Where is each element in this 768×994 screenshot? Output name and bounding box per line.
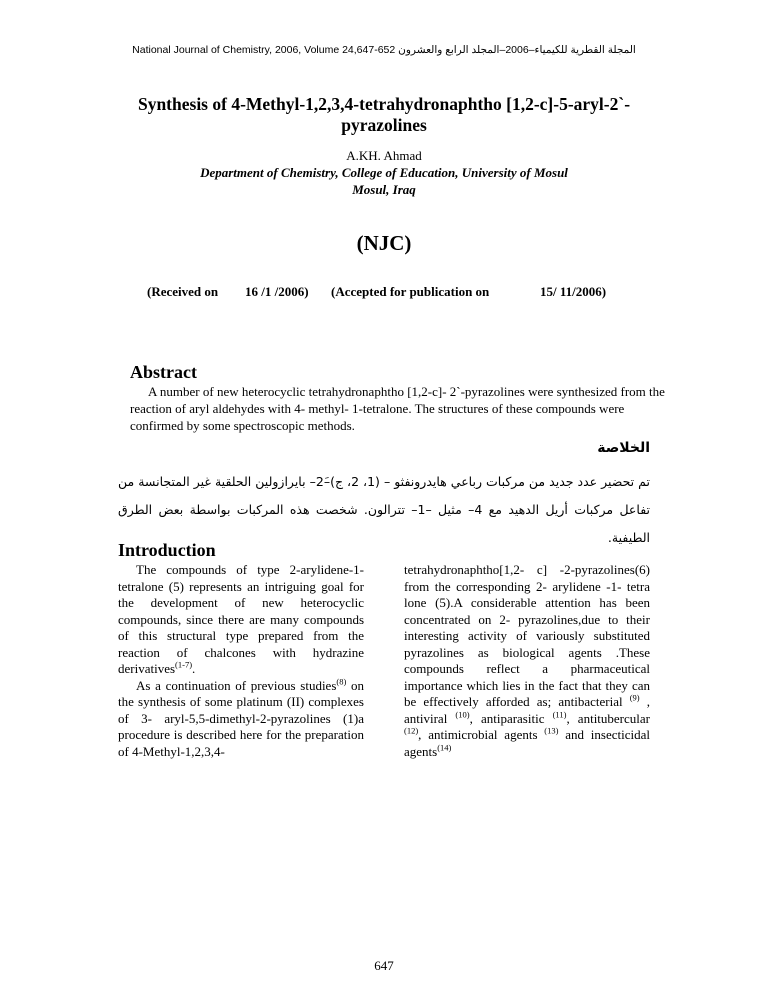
received-label: (Received on [147, 284, 219, 299]
abstract-text: A number of new heterocyclic tetrahydronaphtho [1,2-c]- 2`-pyrazolines were synthesized from the reaction of aryl aldehydes with 4- methyl- 1-tetralone. The structures of these compounds were confirmed by some spectroscopic methods. [130, 384, 665, 433]
intro-paragraph-2 [118, 678, 364, 761]
introduction-right-column [404, 562, 650, 760]
paper-title: Synthesis of 4-Methyl-1,2,3,4-tetrahydronaphtho [1,2-c]-5-aryl-2`-pyrazolines [137, 94, 631, 135]
intro-p1-text: The compounds of type 2-arylidene-1-tetralone (5) represents an intriguing goal for the development of new heterocyclic compounds, since there are many compounds of this structural type prepared from the reaction of chalcones with hydrazine derivatives [118, 562, 364, 676]
introduction-left-column [118, 562, 364, 760]
page-number: 647 [374, 958, 394, 973]
intro-p3-text-b: , antiviral [404, 694, 650, 726]
affiliation-line-1: Department of Chemistry, College of Education, University of Mosul [200, 165, 568, 180]
intro-p2-text-b: on the synthesis of some platinum (II) complexes of 3- aryl-5,5-dimethyl-2-pyrazolines (1)a procedure is described here for the preparation of 4-Methyl-1,2,3,4- [118, 677, 365, 759]
journal-abbrev: (NJC) [356, 231, 412, 255]
intro-p3-text-f: and insecticidal agents [404, 727, 650, 759]
arabic-abstract-heading: الخلاصة [597, 440, 650, 456]
intro-paragraph-3 [404, 562, 650, 760]
intro-p2-text-a: As a continuation of previous studies [136, 677, 337, 693]
citation: (8) [336, 676, 347, 687]
author-name: A.KH. Ahmad [346, 148, 422, 163]
citation: (11) [552, 709, 567, 720]
intro-p3-text-a: tetrahydronaphtho[1,2- c] -2-pyrazolines(6) from the corresponding 2- arylidene -1- tetra lone (5).A considerable attention has been concentrated on 2- pyrazolines,due to their interesting activity of variously substituted pyrazolines as biological agents .These compounds reflect a pharmaceutical importance which lies in the fact that they can be effectively afforded as; antibacterial [404, 562, 650, 709]
citation: (13) [544, 725, 559, 736]
intro-p3-text-e: , antimicrobial agents [418, 727, 545, 742]
citation: (14) [437, 742, 452, 753]
intro-p3-text-c: , antiparasitic [469, 710, 553, 726]
accepted-date: 15/ 11/2006) [540, 284, 607, 299]
affiliation-line-2: Mosul, Iraq [352, 182, 416, 197]
intro-p1-end: . [192, 661, 196, 676]
intro-paragraph-1 [118, 562, 364, 678]
arabic-abstract-text: تم تحضير عدد جديد من مركبات رباعي هايدرونفثو – (1، 2، ج)–2َ– بايرازولين الحلقية غير المتجانسة من تفاعل مركبات أريل الدهيد مع 4– مثيل –1– تترالون. شخصت هذه المركبات بواسطة بعض الطرق الطيفية. [118, 474, 650, 545]
accepted-label: (Accepted for publication on [331, 284, 490, 299]
running-header: National Journal of Chemistry, 2006, Volume 24,647-652 المجلة القطرية للكيمياء–2006–المجلد الرابع والعشرون [132, 44, 636, 56]
citation: (12) [404, 725, 419, 736]
abstract-heading: Abstract [130, 362, 197, 382]
citation: (1-7) [175, 659, 193, 670]
introduction-heading: Introduction [118, 540, 216, 560]
citation: (9) [629, 692, 640, 703]
received-date: 16 /1 /2006) [245, 284, 309, 299]
intro-p3-text-d: , antitubercular [566, 710, 650, 726]
citation: (10) [455, 709, 470, 720]
affiliation [0, 164, 768, 198]
